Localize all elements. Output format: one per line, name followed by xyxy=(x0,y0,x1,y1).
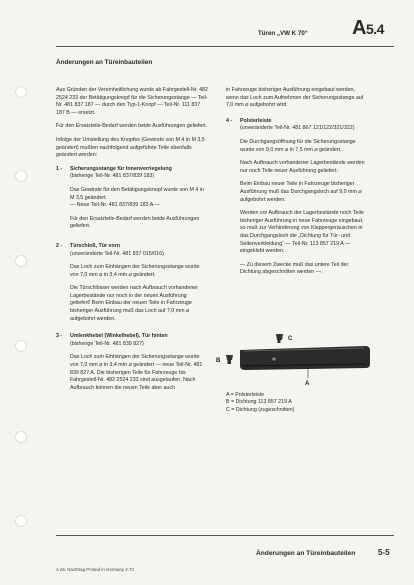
item-paragraph: Das Loch zum Einhängen der Sicherungsstange wurde von 7,0 mm ⌀ in 3,4 mm ⌀ geändert — neue Teil-Nr. 481 839 827 A. Die bisherigen Teile für Fahrzeuge bis Fahrgestell-Nr. 482 2524 233 sind ausgelaufen. Nach Aufbrauch können die neuen Teile aber auch xyxy=(70,354,203,391)
item-heading: Sicherungsstange für Innenverriegelung xyxy=(70,165,172,172)
item-paragraph: Für den Ersatzteile-Bedarf werden beide Ausführungen geliefert. xyxy=(70,215,200,230)
item-subheading: (bisherige Teil-Nr. 481 839 827) xyxy=(70,340,144,347)
item-heading: Türschloß, Tür vorn xyxy=(70,242,121,249)
item-paragraph: Beim Einbau neuer Teile in Fahrzeuge bisheriger Ausführung muß das Durchgangsloch auf 9,0 mm ⌀ aufgebohrt werden. xyxy=(240,181,362,203)
item-subheading: (unveränderte Teil-Nr. 481 867 121/122/321/322) xyxy=(240,125,355,132)
item-heading: Polsterleiste xyxy=(240,117,272,124)
item-paragraph: Das Gewinde für den Betätigungsknopf wurde von M 4 in M 3,5 geändert. xyxy=(70,186,204,201)
print-note: A 26. Nachtrag Printed in Germany 2.73 xyxy=(56,567,134,572)
section-code xyxy=(352,17,384,40)
section-code-number: 5.4 xyxy=(365,21,384,37)
punch-hole xyxy=(15,340,27,352)
figure-legend xyxy=(226,392,294,414)
cut-seal-part xyxy=(276,334,283,343)
item-paragraph: Die Durchgangsöffnung für die Sicherungsstange wurde von 9,0 mm ⌀ in 7,5 mm ⌀ geändert. xyxy=(240,138,356,153)
item-paragraph: — Zu diesem Zwecke muß das untere Teil der Dichtung abgeschnitten werden —. xyxy=(240,261,349,276)
item-number: 3 - xyxy=(56,333,63,340)
item-paragraph: Das Loch zum Einhängen der Sicherungsstange wurde von 7,0 mm ⌀ in 3,4 mm ⌀ geändert. xyxy=(70,264,200,278)
right-column xyxy=(226,87,366,283)
item-paragraph: Werden vor Aufbrauch der Lagerbestände noch Teile bisheriger Ausführung in neue Fahrzeuge eingebaut, so muß zur Verhinderung von Klappergeräuschen in das Durchgangsloch die „Dichtung für Tür- und Seitenverkleidung“ — Teil-Nr. 113 857 219 A — eingeklebt werden. xyxy=(240,210,364,255)
item-paragraph: Die Türschlösser werden nach Aufbrauch vorhandener Lagerbestände nur noch in der neuen Ausführung geliefert! Beim Einbau der neuen Teile in Fahrzeuge bisheriger Ausführung muß das Loch auf 7,0 mm ⌀ aufgebohrt werden. xyxy=(70,285,198,322)
section-title: Änderungen an Türeinbauteilen xyxy=(56,59,153,66)
legend-item-b: B = Dichtung 113 857 219 A xyxy=(226,399,292,406)
item-number: 1 - xyxy=(56,165,63,172)
item-heading: Umlenkhebel (Winkelhebel), Tür hinten xyxy=(70,333,168,340)
item-1 xyxy=(56,166,208,187)
item-number: 2 - xyxy=(56,242,63,249)
legend-item-a: A = Polsterleiste xyxy=(226,392,265,398)
padding-strip-part xyxy=(240,346,370,378)
item-paragraph: Nach Aufbrauch vorhandener Lagerbestände werden nur noch Teile neuer Ausführung geliefert. xyxy=(240,160,365,174)
legend-item-c: C = Dichtung (zugeschnitten) xyxy=(226,406,295,413)
item-subheading: (unveränderte Teil-Nr. 481 837 015/016) xyxy=(70,250,164,257)
punch-hole xyxy=(15,431,27,443)
item-paragraph: — Neue Teil-Nr. 481 837/839 183 A — xyxy=(70,202,160,209)
header-title: Türen „VW K 70“ xyxy=(258,30,308,37)
header-rule xyxy=(56,46,394,47)
footer-rule xyxy=(56,535,394,536)
item-3 xyxy=(56,333,208,354)
intro-paragraph: Infolge der Umstellung des Knopfes (Gewinde von M 4 in M 3,5 geändert) mußten nachfolgend aufgeführte Teile ebenfalls geändert werden: xyxy=(56,136,205,159)
footer-title: Änderungen an Türeinbauteilen xyxy=(256,550,356,557)
item-2 xyxy=(56,243,208,264)
item-4 xyxy=(226,118,366,139)
intro-paragraph: Für den Ersatzteile-Bedarf werden beide Ausführungen geliefert. xyxy=(56,123,208,130)
page-number: 5-5 xyxy=(378,548,390,557)
figure-label-a: A xyxy=(305,381,310,387)
seal-part xyxy=(226,355,233,364)
left-column xyxy=(56,87,208,398)
item-subheading: (bisherige Teil-Nr. 481 837/839 183) xyxy=(70,173,155,180)
punch-hole xyxy=(15,515,27,527)
figure-label-b: B xyxy=(216,358,221,364)
item-number: 4 - xyxy=(226,117,233,124)
intro-paragraph: Aus Gründen der Vereinheitlichung wurde ab Fahrgestell-Nr. 482 2524 233 der Betätigungsknopf für die Sicherungsstange — Teil-Nr. 481 837 187 — durch den Typ-1-Knopf — Teil-Nr. 111 837 187 B — ersetzt. xyxy=(56,87,208,116)
section-code-letter: A xyxy=(352,17,366,39)
continued-paragraph: in Fahrzeuge bisheriger Ausführung eingebaut werden, wenn das Loch zum Aufnehmen der Sicherungsstange auf 7,0 mm ⌀ aufgebohrt wird. xyxy=(226,87,364,109)
punch-hole xyxy=(15,170,27,182)
punch-hole xyxy=(15,255,27,267)
punch-hole xyxy=(15,86,27,98)
figure-label-c: C xyxy=(288,336,293,342)
